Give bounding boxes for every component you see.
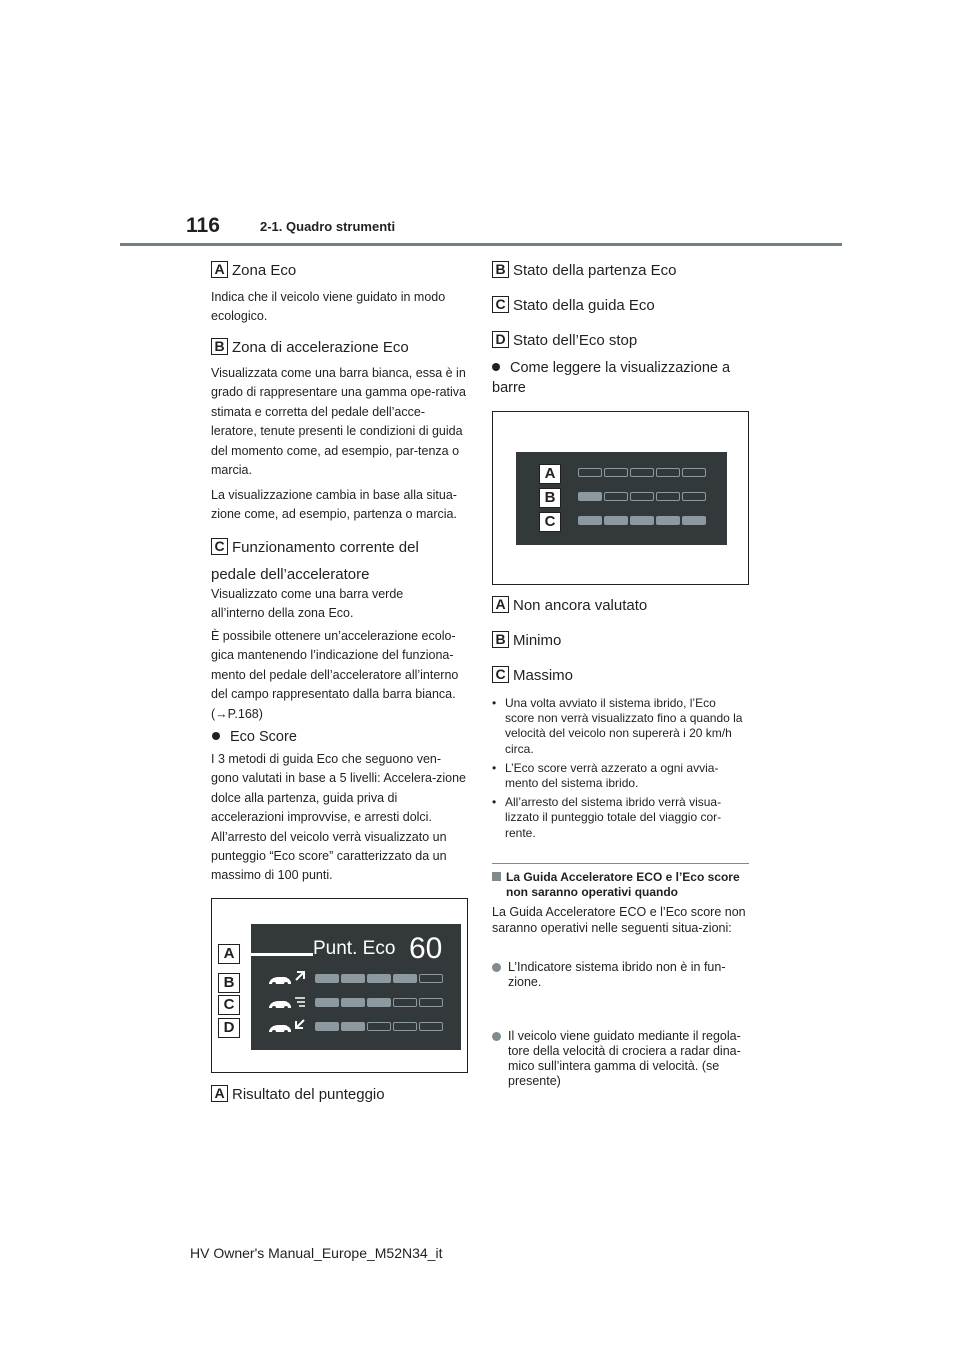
footer-text: HV Owner's Manual_Europe_M52N34_it bbox=[190, 1245, 443, 1261]
score-title: Punt. Eco bbox=[313, 938, 396, 959]
bar-segment bbox=[393, 1022, 417, 1031]
header-rule bbox=[120, 243, 842, 246]
bar-segment bbox=[604, 516, 628, 525]
bar-segment bbox=[419, 1022, 443, 1031]
subsection-title: La Guida Acceleratore ECO e l’Eco score non saranno operativi quando bbox=[506, 870, 740, 899]
right-b-title: Stato della partenza Eco bbox=[513, 262, 677, 279]
drive-car-icon bbox=[267, 994, 307, 1010]
bar-segment bbox=[315, 974, 339, 983]
callout-b-icon: B bbox=[218, 973, 240, 993]
grey-dot-icon bbox=[492, 963, 501, 972]
eco-score-heading bbox=[212, 727, 297, 747]
right-c-heading bbox=[492, 296, 655, 316]
score-value: 60 bbox=[409, 932, 443, 965]
label-d-icon: D bbox=[492, 331, 509, 348]
label-c-icon: C bbox=[492, 666, 509, 683]
callout-d-icon: D bbox=[218, 1018, 240, 1038]
subsection-text: La Guida Acceleratore ECO e l’Eco score non saranno operativi nelle seguenti situa-zioni: bbox=[492, 905, 746, 935]
grey-dot-icon bbox=[492, 1032, 501, 1041]
notes-list bbox=[492, 696, 748, 845]
right-d-heading bbox=[492, 331, 637, 351]
bar-segment bbox=[682, 516, 706, 525]
bar-segment bbox=[656, 516, 680, 525]
item-b-text2: La visualizzazione cambia in base alla situa-zione come, ad esempio, partenza o marcia. bbox=[211, 488, 457, 522]
label-c-icon: C bbox=[211, 538, 228, 555]
label-c-icon: C bbox=[492, 296, 509, 313]
right-c-title: Stato della guida Eco bbox=[513, 297, 655, 314]
square-bullet-icon bbox=[492, 872, 501, 881]
bar-segment bbox=[682, 492, 706, 501]
bar-segment bbox=[630, 492, 654, 501]
section-title: 2-1. Quadro strumenti bbox=[260, 219, 396, 234]
bar-segment bbox=[419, 974, 443, 983]
bar-segment bbox=[604, 468, 628, 477]
item-c-text1: Visualizzato come una barra verde all’interno della zona Eco. bbox=[211, 587, 404, 621]
bar-segment bbox=[578, 492, 602, 501]
bar-segment bbox=[315, 1022, 339, 1031]
note-item: • Una volta avviato il sistema ibrido, l’Eco score non verrà visualizzato fino a quando la velocità del veicolo non supererà i 20 km/h circa. bbox=[492, 696, 748, 757]
bar-segment bbox=[656, 492, 680, 501]
item-b-title: Zona di accelerazione Eco bbox=[232, 339, 409, 356]
bar-segment bbox=[656, 468, 680, 477]
bullet-dot-icon bbox=[492, 363, 500, 371]
bar-segment bbox=[630, 468, 654, 477]
bar-segment bbox=[578, 468, 602, 477]
callout-line bbox=[251, 953, 313, 956]
bullet-dot-icon bbox=[212, 732, 220, 740]
right-d-title: Stato dell’Eco stop bbox=[513, 332, 638, 349]
item-b-text1: Visualizzata come una barra bianca, essa è in grado di rappresentare una gamma ope-rativa stimata e corretta del pedale dell’acce-leratore, tenute presenti le condizioni di guida del momento come, ad esempio, par-tenza o marcia. bbox=[211, 366, 467, 478]
label-a-icon: A bbox=[211, 261, 228, 278]
label-a-icon: A bbox=[492, 596, 509, 613]
bar-segment bbox=[604, 492, 628, 501]
bar-segment bbox=[393, 974, 417, 983]
label-b-icon: B bbox=[492, 631, 509, 648]
level-a-icon: A bbox=[539, 464, 561, 484]
level-b-item bbox=[492, 631, 561, 651]
stop-car-icon bbox=[267, 1018, 307, 1034]
bar-segment bbox=[578, 516, 602, 525]
caption-label-icon: A bbox=[211, 1085, 228, 1102]
note-item: • All’arresto del sistema ibrido verrà visua-lizzato il punteggio totale del viaggio cor-rente. bbox=[492, 795, 748, 841]
callout-a-icon: A bbox=[218, 944, 240, 964]
condition-item bbox=[492, 1029, 749, 1090]
bar-segment bbox=[630, 516, 654, 525]
note-item: • L’Eco score verrà azzerato a ogni avvia-mento del sistema ibrido. bbox=[492, 761, 748, 791]
bars-figure bbox=[492, 411, 749, 585]
right-b-heading bbox=[492, 261, 676, 281]
bar-segment bbox=[367, 1022, 391, 1031]
level-c-icon: C bbox=[539, 512, 561, 532]
condition-text: L’Indicatore sistema ibrido non è in fun-zione. bbox=[508, 960, 726, 990]
level-b-text: Minimo bbox=[513, 632, 562, 649]
caption-text: Risultato del punteggio bbox=[232, 1086, 385, 1103]
subsection-heading bbox=[492, 870, 749, 900]
callout-c-icon: C bbox=[218, 995, 240, 1015]
bar-segment bbox=[393, 998, 417, 1007]
item-a-title: Zona Eco bbox=[232, 262, 297, 279]
bar-segment bbox=[682, 468, 706, 477]
eco-score-figure bbox=[211, 898, 468, 1073]
bar-segment bbox=[367, 974, 391, 983]
bar-segment bbox=[315, 998, 339, 1007]
caption-heading bbox=[211, 1085, 385, 1105]
item-c-heading bbox=[211, 534, 466, 588]
start-car-icon bbox=[267, 970, 307, 986]
level-b-icon: B bbox=[539, 488, 561, 508]
bar-segment bbox=[341, 998, 365, 1007]
condition-text: Il veicolo viene guidato mediante il regola-tore della velocità di crociera a radar dina-mico sull’intera gamma di velocità. (se presente) bbox=[508, 1028, 741, 1089]
condition-item bbox=[492, 960, 749, 991]
level-c-item bbox=[492, 666, 573, 686]
eco-score-title: Eco Score bbox=[230, 729, 297, 745]
item-c-title: Funzionamento corrente del pedale dell’acceleratore bbox=[211, 539, 419, 583]
bar-segment bbox=[419, 998, 443, 1007]
label-b-icon: B bbox=[211, 338, 228, 355]
page-number: 116 bbox=[186, 214, 220, 237]
bars-title: Come leggere la visualizzazione a barre bbox=[492, 360, 731, 396]
item-b-heading bbox=[211, 338, 409, 358]
bars-heading bbox=[492, 358, 747, 398]
subsection-rule bbox=[492, 863, 749, 864]
item-a-text: Indica che il veicolo viene guidato in modo ecologico. bbox=[211, 290, 446, 324]
label-b-icon: B bbox=[492, 261, 509, 278]
level-a-item bbox=[492, 596, 647, 616]
item-a-heading bbox=[211, 261, 296, 281]
bar-segment bbox=[341, 1022, 365, 1031]
eco-score-text: I 3 metodi di guida Eco che seguono ven-gono valutati in base a 5 livelli: Accelera-zione dolce alla partenza, guida priva di accelerazioni improvvise, e arresti dolci. All’arresto del veicolo verrà visualizzato un punteggio “Eco score” caratterizzato da un massimo di 100 punti. bbox=[211, 752, 467, 883]
eco-score-display bbox=[251, 924, 461, 1050]
level-a-text: Non ancora valutato bbox=[513, 597, 648, 614]
bar-segment bbox=[341, 974, 365, 983]
level-c-text: Massimo bbox=[513, 667, 574, 684]
item-c-text2: È possibile ottenere un’accelerazione ecolo-gica mantenendo l’indicazione del funziona-mento del pedale dell’acceleratore all’interno del campo rappresentato dalla barra bianca. (→P.168) bbox=[211, 629, 459, 721]
bar-segment bbox=[367, 998, 391, 1007]
